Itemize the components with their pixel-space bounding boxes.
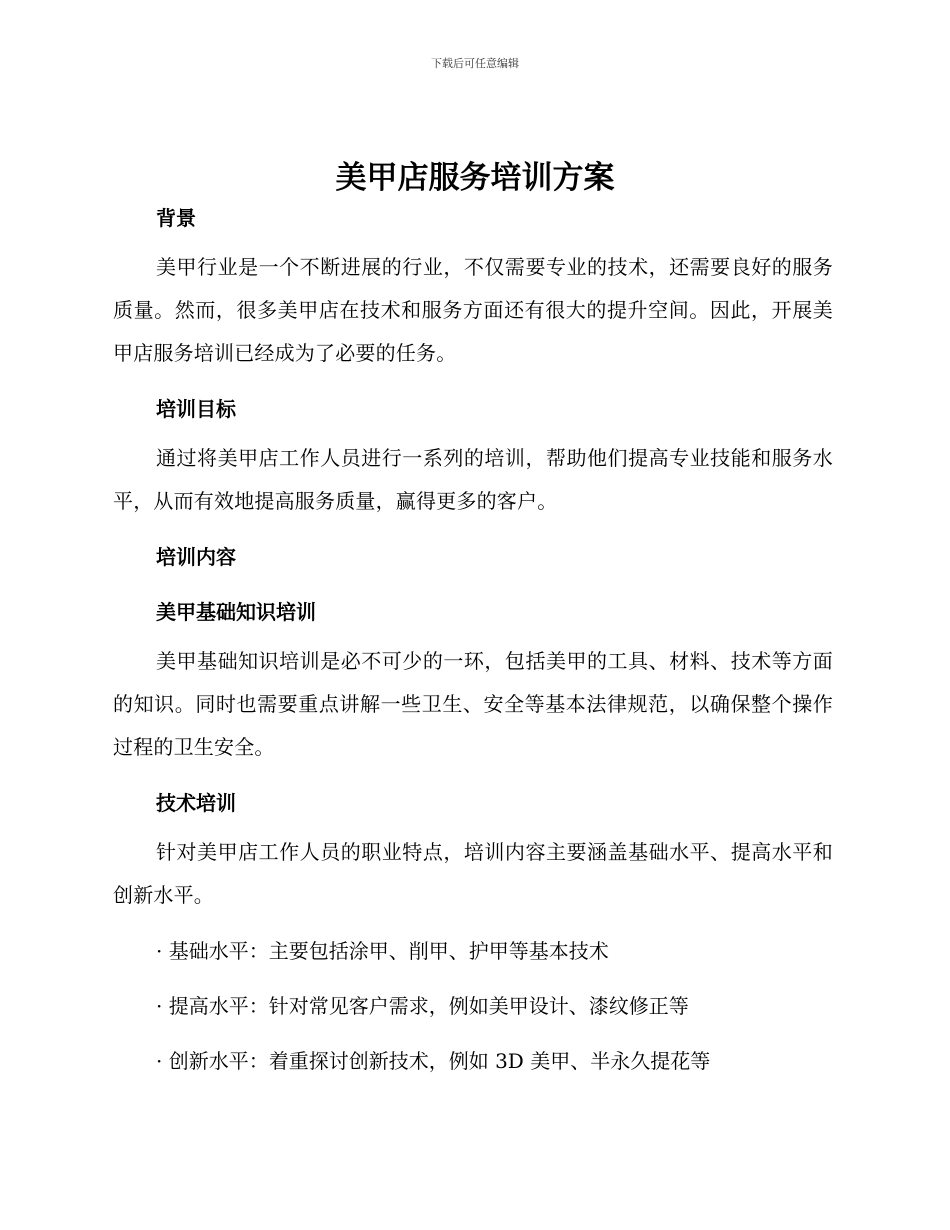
paragraph-technique: 针对美甲店工作人员的职业特点，培训内容主要涵盖基础水平、提高水平和创新水平。 — [113, 840, 833, 907]
header-note: 下载后可任意编辑 — [431, 57, 519, 70]
document-title: 美甲店服务培训方案 — [335, 160, 615, 196]
section-heading-goal: 培训目标 — [156, 397, 236, 421]
bullet-item: · 提高水平：针对常见客户需求，例如美甲设计、漆纹修正等 — [156, 994, 689, 1018]
paragraph-background: 美甲行业是一个不断进展的行业，不仅需要专业的技术，还需要良好的服务质量。然而，很多美甲店在技术和服务方面还有很大的提升空间。因此，开展美甲店服务培训已经成为了必要的任务。 — [113, 255, 833, 365]
section-heading-basics: 美甲基础知识培训 — [156, 600, 316, 624]
section-heading-content: 培训内容 — [156, 545, 236, 569]
paragraph-basics: 美甲基础知识培训是必不可少的一环，包括美甲的工具、材料、技术等方面的知识。同时也需要重点讲解一些卫生、安全等基本法律规范，以确保整个操作过程的卫生安全。 — [113, 649, 833, 759]
paragraph-goal: 通过将美甲店工作人员进行一系列的培训，帮助他们提高专业技能和服务水平，从而有效地提高服务质量，赢得更多的客户。 — [113, 446, 833, 513]
bullet-item: · 创新水平：着重探讨创新技术，例如 3D 美甲、半永久提花等 — [156, 1049, 711, 1073]
document-body — [113, 200, 833, 1079]
bullet-item: · 基础水平：主要包括涂甲、削甲、护甲等基本技术 — [156, 939, 609, 963]
section-heading-technique: 技术培训 — [156, 791, 236, 815]
section-heading-background: 背景 — [156, 206, 196, 230]
